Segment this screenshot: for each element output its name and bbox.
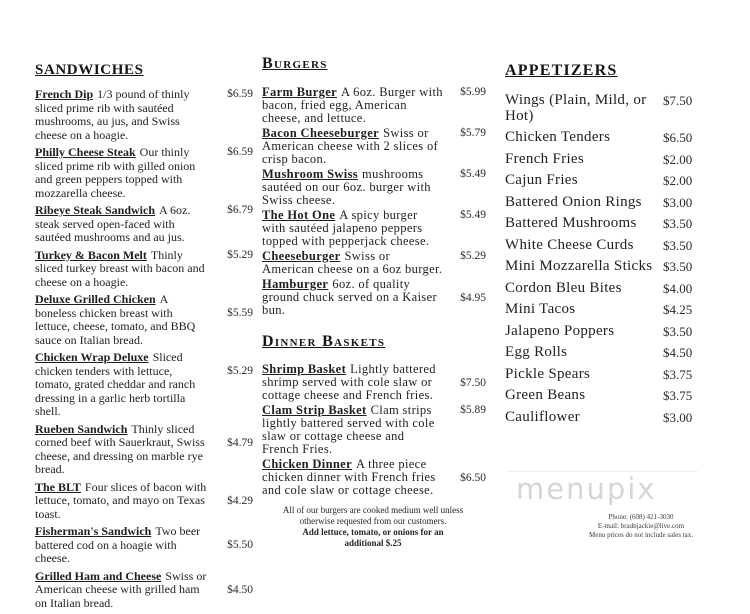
item-description: Clam strips lightly battered served with cole slaw or cottage cheese and French Fries.: [262, 403, 435, 456]
item-name: The BLT: [35, 479, 81, 494]
menu-item-ribeye-steak-sandwich: [35, 204, 253, 245]
menupix-watermark: menupix: [516, 472, 657, 506]
appetizer-name: Mini Mozzarella Sticks: [505, 258, 653, 274]
appetizer-name: Egg Rolls: [505, 344, 568, 360]
item-name: Fisherman's Sandwich: [35, 524, 152, 538]
item-price: $6.50: [460, 472, 486, 484]
item-description: 1/3 pound of thinly sliced prime rib with sautéed mushrooms, au jus, and Swiss cheese on a hoagie.: [35, 87, 190, 142]
item-price: $4.79: [227, 436, 253, 449]
appetizer-price: $4.25: [663, 302, 693, 317]
item-price: $4.29: [227, 494, 253, 507]
item-name: Bacon Cheeseburger: [262, 126, 380, 140]
appetizer-name: Pickle Spears: [505, 365, 591, 382]
appetizer-price: $3.75: [663, 388, 693, 403]
appetizer-price: $2.00: [663, 151, 693, 167]
item-price: $5.50: [227, 539, 253, 551]
appetizer-row: [505, 367, 707, 383]
item-description: A spicy burger with sautéed jalapeno peppers topped with pepperjack cheese.: [262, 208, 430, 248]
item-description: Thinly sliced corned beef with Sauerkraut, Swiss cheese, and dressing on marble rye bread.: [35, 421, 205, 476]
menu-item-shrimp-basket: [262, 363, 486, 402]
appetizer-row: [505, 302, 707, 318]
appetizer-row: [505, 259, 707, 275]
appetizer-price: $3.50: [663, 323, 693, 339]
appetizer-name: Battered Onion Rings: [505, 193, 642, 210]
item-name: Mushroom Swiss: [262, 167, 359, 181]
contact-block: [556, 513, 726, 540]
menu-item-hamburger: [262, 278, 486, 317]
appetizer-name: Jalapeno Poppers: [505, 322, 615, 339]
appetizer-name: Cajun Fries: [505, 172, 578, 188]
burgers-title: Burgers: [262, 55, 328, 72]
item-price: $4.50: [227, 583, 253, 596]
item-name: Grilled Ham and Cheese: [35, 568, 162, 583]
appetizer-name: Cordon Bleu Bites: [505, 279, 622, 296]
appetizer-row: [505, 93, 707, 124]
item-name: Chicken Dinner: [262, 457, 352, 471]
appetizer-price: $7.50: [663, 93, 693, 108]
dinner-baskets-title: Dinner Baskets: [262, 333, 386, 350]
appetizer-price: $2.00: [663, 173, 693, 188]
appetizer-price: $4.50: [663, 345, 693, 360]
appetizer-name: White Cheese Curds: [505, 236, 634, 253]
item-description: 6oz. of quality ground chuck served on a Kaiser bun.: [262, 277, 438, 317]
menu-item-rueben-sandwich: [35, 423, 253, 477]
phone-text: Phone: (608) 421-3030: [608, 513, 674, 521]
item-name: Philly Cheese Steak: [35, 145, 136, 159]
item-name: Turkey & Bacon Melt: [35, 247, 147, 262]
menu-item-grilled-ham-and-cheese: [35, 570, 253, 611]
appetizer-row: [505, 410, 707, 426]
sandwiches-title: SANDWICHES: [35, 62, 144, 78]
item-price: $5.79: [460, 127, 486, 139]
item-name: French Dip: [35, 87, 94, 101]
menu-item-the-blt: [35, 481, 253, 522]
menu-item-clam-strip-basket: [262, 404, 486, 456]
appetizer-name: Chicken Tenders: [505, 129, 611, 145]
item-name: Farm Burger: [262, 85, 338, 99]
appetizer-row: [505, 281, 707, 297]
appetizer-row: [505, 130, 707, 146]
item-description: Swiss or American cheese with grilled ham on Italian bread.: [35, 568, 207, 610]
item-description: Lightly battered shrimp served with cole slaw or cottage cheese and French fries.: [262, 362, 436, 402]
menu-item-the-hot-one: [262, 209, 486, 248]
menu-item-chicken-dinner: [262, 458, 486, 497]
note-line: All of our burgers are cooked medium well unless: [282, 505, 464, 515]
appetizer-row: [505, 345, 707, 361]
appetizer-price: $3.50: [663, 259, 693, 274]
item-description: Our thinly sliced prime rib with gilled onion and green peppers topped with mozzarella cheese.: [35, 145, 196, 200]
appetizer-row: [505, 152, 707, 168]
item-description: A three piece chicken dinner with French fries and cole slaw or cottage cheese.: [262, 457, 436, 497]
item-price: $5.49: [460, 168, 486, 180]
appetizer-name: Wings (Plain, Mild, or Hot): [505, 92, 647, 124]
item-description: Four slices of bacon with lettuce, tomato, and mayo on Texas toast.: [35, 479, 207, 521]
item-price: $5.29: [227, 365, 253, 377]
item-name: Chicken Wrap Deluxe: [35, 350, 149, 364]
menu-item-farm-burger: [262, 86, 486, 125]
menu-item-mushroom-swiss: [262, 168, 486, 207]
appetizer-name: Cauliflower: [505, 408, 580, 425]
item-price: $6.59: [227, 146, 253, 158]
item-price: $4.95: [460, 292, 486, 304]
appetizer-name: Battered Mushrooms: [505, 215, 637, 231]
menu-item-cheeseburger: [262, 250, 486, 276]
email-text: E-mail: bradnjackie@live.com: [597, 522, 685, 530]
menu-item-fishermans-sandwich: [35, 525, 253, 566]
item-price: $6.79: [227, 204, 253, 216]
sandwiches-section: [35, 62, 253, 614]
burgers-section: [262, 55, 486, 499]
appetizers-title: APPETIZERS: [505, 62, 618, 79]
item-price: $5.89: [460, 404, 486, 416]
item-description: A 6oz. steak served open-faced with sautéed mushrooms and au jus.: [35, 203, 191, 244]
item-price: $5.59: [227, 307, 253, 319]
menu-item-french-dip: [35, 88, 253, 142]
appetizer-price: $6.50: [663, 130, 693, 145]
item-name: The Hot One: [262, 208, 336, 222]
item-description: Two beer battered cod on a hoagie with cheese.: [35, 524, 201, 565]
appetizer-name: Green Beans: [505, 387, 586, 403]
item-price: $5.99: [460, 86, 486, 98]
menu-item-deluxe-grilled-chicken: [35, 293, 253, 347]
appetizer-row: [505, 195, 707, 211]
appetizer-row: [505, 388, 707, 404]
item-price: $7.50: [460, 377, 486, 389]
item-price: $5.49: [460, 209, 486, 221]
item-price: $5.29: [227, 248, 253, 261]
appetizer-row: [505, 324, 707, 340]
appetizer-name: Mini Tacos: [505, 301, 576, 317]
item-description: Swiss or American cheese on a 6oz burger.: [262, 249, 443, 276]
item-name: Hamburger: [262, 277, 329, 291]
appetizer-name: French Fries: [505, 150, 585, 167]
item-description: Thinly sliced turkey breast with bacon and cheese on a hoagie.: [35, 247, 205, 289]
item-description: A 6oz. Burger with bacon, fried egg, American cheese, and lettuce.: [262, 85, 443, 125]
item-description: mushrooms sautéed on our 6oz. burger with Swiss cheese.: [262, 167, 431, 207]
menu-item-chicken-wrap-deluxe: [35, 351, 253, 419]
item-name: Deluxe Grilled Chicken: [35, 292, 156, 306]
note-line: otherwise requested from our customers.: [299, 516, 447, 526]
note-line-bold: Add lettuce, tomato, or onions for an: [302, 527, 444, 537]
appetizer-price: $3.75: [663, 366, 693, 382]
appetizer-price: $3.00: [663, 409, 693, 425]
item-name: Ribeye Steak Sandwich: [35, 203, 156, 217]
item-price: $5.29: [460, 250, 486, 262]
appetizer-row: [505, 173, 707, 189]
item-name: Clam Strip Basket: [262, 403, 367, 417]
appetizer-price: $4.00: [663, 280, 693, 296]
item-name: Shrimp Basket: [262, 362, 347, 376]
tax-note-text: Menu prices do not include sales tax.: [588, 531, 693, 539]
item-description: Swiss or American cheese with 2 slices of crisp bacon.: [262, 126, 439, 166]
item-price: $6.59: [227, 88, 253, 100]
appetizer-row: [505, 216, 707, 232]
menu-item-philly-cheese-steak: [35, 146, 253, 200]
appetizers-section: [505, 62, 707, 431]
item-description: Sliced chicken tenders with lettuce, tomato, grated cheddar and ranch dressing in a garlic herb tortilla shell.: [35, 350, 196, 418]
item-name: Rueben Sandwich: [35, 421, 128, 436]
appetizer-row: [505, 238, 707, 254]
item-name: Cheeseburger: [262, 249, 341, 263]
appetizer-price: $3.50: [663, 216, 693, 231]
menu-item-turkey-bacon-melt: [35, 249, 253, 290]
menu-item-bacon-cheeseburger: [262, 127, 486, 166]
item-description: A boneless chicken breast with lettuce, cheese, tomato, and BBQ sauce on Italian bread.: [35, 292, 196, 347]
appetizer-price: $3.50: [663, 237, 693, 253]
burger-policy-note: [268, 505, 478, 549]
appetizer-price: $3.00: [663, 194, 693, 210]
note-line-bold: additional $.25: [344, 538, 402, 548]
